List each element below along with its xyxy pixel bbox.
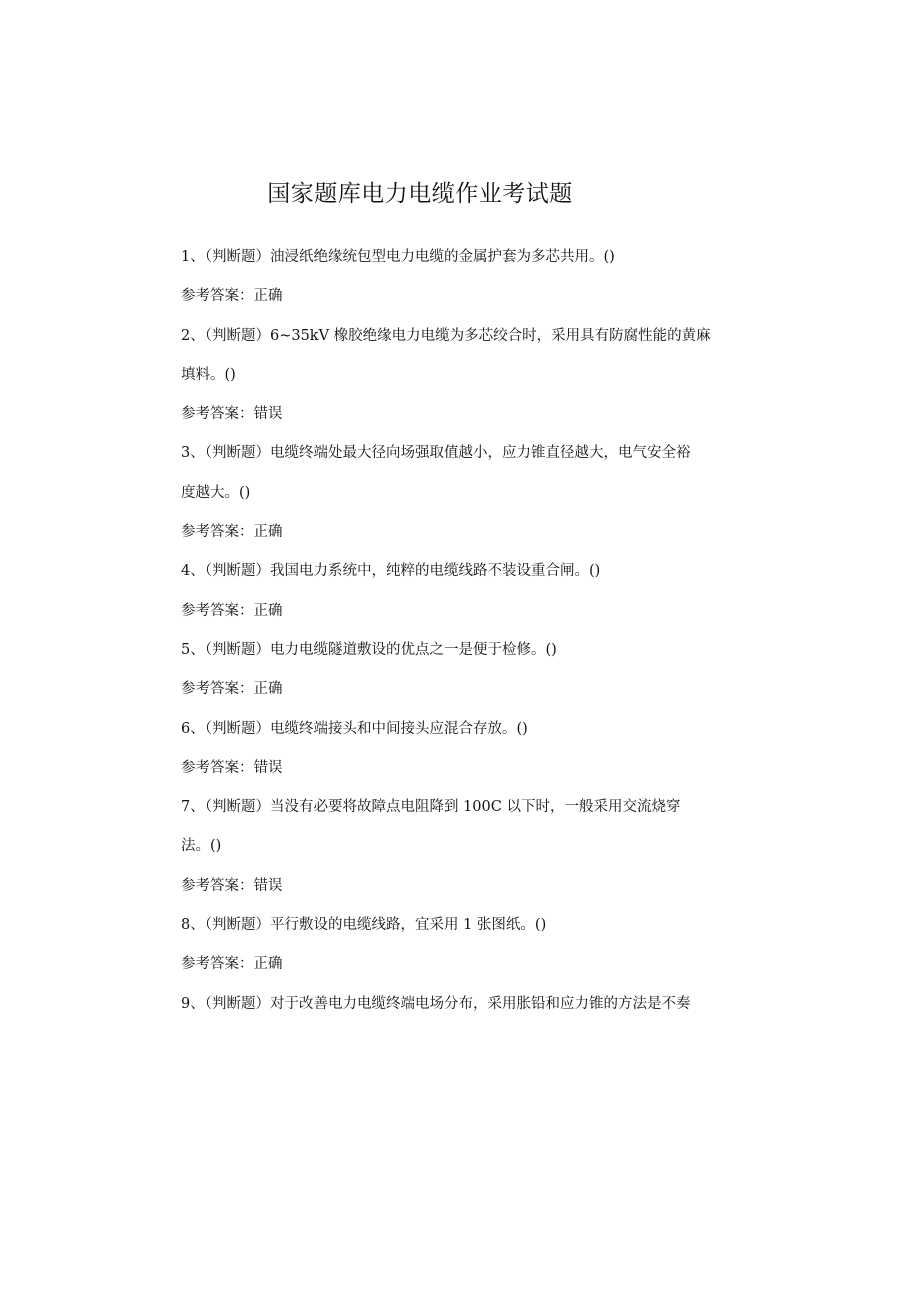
question-4 [181, 552, 741, 631]
question-3-answer: 参考答案：正确 [181, 524, 283, 541]
question-2-line-1: 2、（判断题）6~35kV 橡胶绝缘电力电缆为多芯绞合时，采用具有防腐性能的黄麻 [181, 327, 711, 344]
question-9 [181, 985, 741, 1024]
question-2-line-2: 填料。() [181, 366, 236, 383]
question-8-line-1: 8、（判断题）平行敷设的电缆线路，宜采用 1 张图纸。() [181, 917, 547, 934]
question-8 [181, 906, 741, 985]
question-7-answer: 参考答案：错误 [181, 877, 283, 894]
question-2 [181, 317, 741, 435]
question-9-line-1: 9、（判断题）对于改善电力电缆终端电场分布，采用胀铅和应力锥的方法是不奏 [181, 995, 691, 1012]
question-5-line-1: 5、（判断题）电力电缆隧道敷设的优点之一是便于检修。() [181, 641, 557, 658]
question-7 [181, 788, 741, 906]
question-6 [181, 710, 741, 789]
question-3-line-1: 3、（判断题）电缆终端处最大径向场强取值越小，应力锥直径越大，电气安全裕 [181, 445, 691, 462]
question-8-answer: 参考答案：正确 [181, 956, 283, 973]
question-3-line-2: 度越大。() [181, 484, 251, 501]
question-5-answer: 参考答案：正确 [181, 681, 283, 698]
question-4-line-1: 4、（判断题）我国电力系统中，纯粹的电缆线路不装设重合闸。() [181, 563, 601, 580]
question-4-answer: 参考答案：正确 [181, 602, 283, 619]
question-7-line-2: 法。() [181, 838, 222, 855]
question-6-line-1: 6、（判断题）电缆终端接头和中间接头应混合存放。() [181, 720, 528, 737]
question-3 [181, 434, 741, 552]
question-1-answer: 参考答案：正确 [181, 288, 283, 305]
question-2-answer: 参考答案：错误 [181, 406, 283, 423]
question-5 [181, 631, 741, 710]
question-7-line-1: 7、（判断题）当没有必要将故障点电阻降到 100C 以下时，一般采用交流烧穿 [181, 799, 681, 816]
page-title: 国家题库电力电缆作业考试题 [267, 181, 573, 207]
question-list [181, 238, 741, 1024]
question-1-line-1: 1、（判断题）油浸纸绝缘统包型电力电缆的金属护套为多芯共用。() [181, 249, 615, 265]
question-6-answer: 参考答案：错误 [181, 759, 283, 776]
question-1 [181, 238, 741, 317]
